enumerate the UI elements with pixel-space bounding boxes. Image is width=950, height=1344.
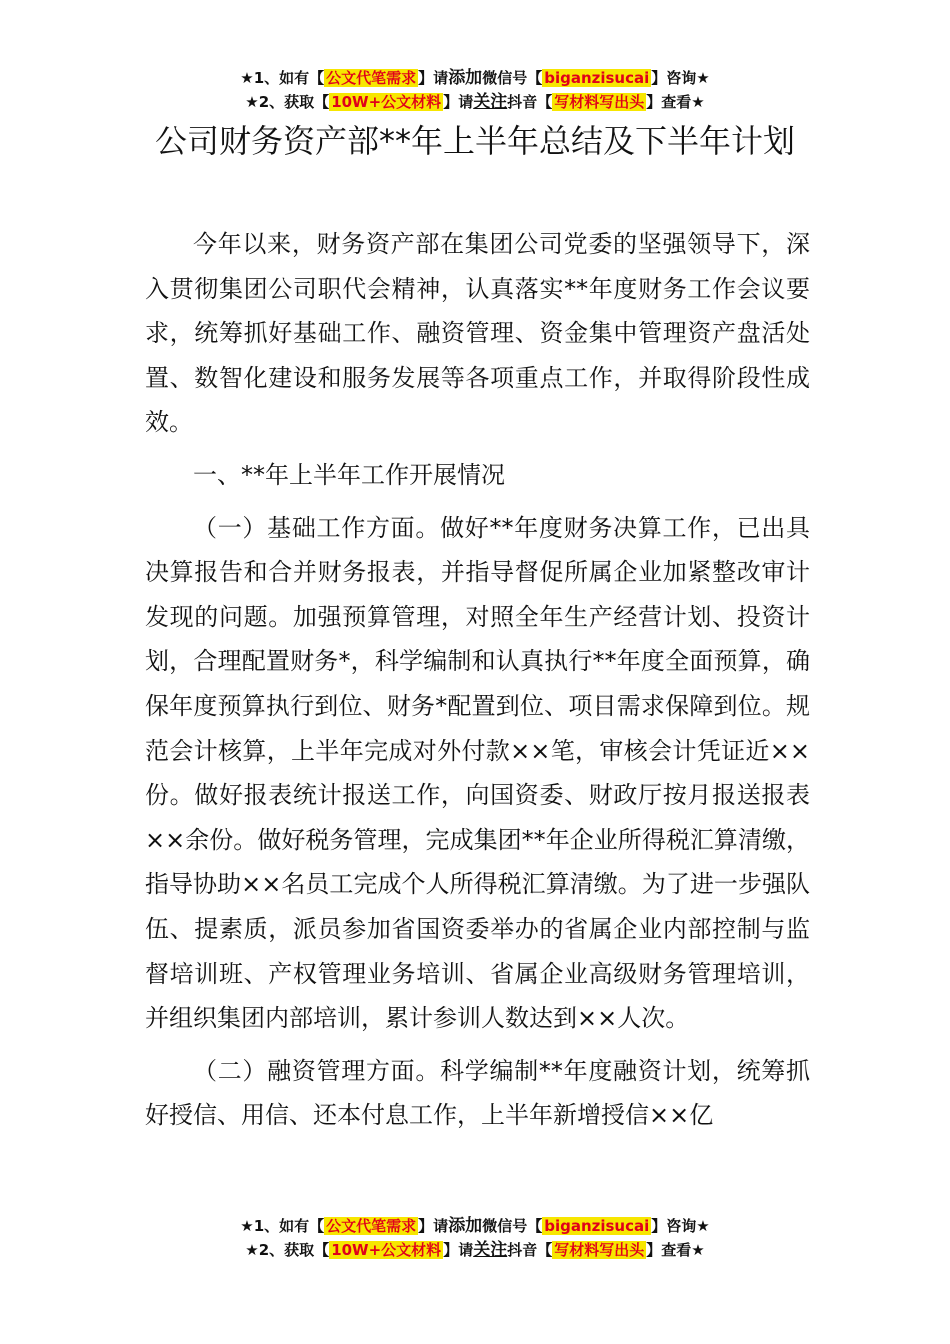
- document-body: [145, 222, 810, 1146]
- paragraph-basic-work: （一）基础工作方面。做好**年度财务决算工作，已出具决算报告和合并财务报表，并指导督促所属企业加紧整改审计发现的问题。加强预算管理，对照全年生产经营计划、投资计划，合理配置财务*，科学编制和认真执行**年度全面预算，确保年度预算执行到位、财务*配置到位、项目需求保障到位。规范会计核算，上半年完成对外付款××笔，审核会计凭证近××份。做好报表统计报送工作，向国资委、财政厅按月报送报表××余份。做好税务管理，完成集团**年企业所得税汇算清缴，指导协助××名员工完成个人所得税汇算清缴。为了进一步强队伍、提素质，派员参加省国资委举办的省属企业内部控制与监督培训班、产权管理业务培训、省属企业高级财务管理培训，并组织集团内部培训，累计参训人数达到××人次。: [145, 513, 810, 1033]
- banner-highlight: 公文代笔需求: [326, 69, 417, 87]
- banner-line-2: [0, 1238, 950, 1262]
- banner-emphasis: 关注: [473, 1240, 508, 1260]
- banner-text: 】请: [443, 93, 474, 111]
- banner-text: ★2、获取【: [245, 1241, 330, 1259]
- banner-text: ★1、如有【: [240, 1217, 325, 1235]
- header-banner: [0, 66, 950, 114]
- banner-emphasis: 关注: [473, 92, 508, 112]
- banner-douyin-id: 写材料写出头: [554, 1241, 645, 1259]
- banner-text: 】咨询★: [651, 69, 710, 87]
- banner-text: 】请: [443, 1241, 474, 1259]
- banner-line-2: [0, 90, 950, 114]
- banner-text: 】咨询★: [651, 1217, 710, 1235]
- document-title: 公司财务资产部**年上半年总结及下半年计划: [154, 122, 795, 160]
- banner-line-1: [0, 1214, 950, 1238]
- banner-text: 】查看★: [646, 93, 705, 111]
- banner-emphasis: 添加: [448, 68, 483, 88]
- footer-banner: [0, 1214, 950, 1262]
- banner-highlight: 10W+公文材料: [331, 1241, 442, 1259]
- banner-wechat-id: biganzisucai: [544, 1217, 650, 1235]
- banner-emphasis: 添加: [448, 1216, 483, 1236]
- banner-text: 】查看★: [646, 1241, 705, 1259]
- banner-text: 抖音【: [507, 1241, 553, 1259]
- banner-text: 微信号【: [482, 69, 543, 87]
- paragraph-intro: 今年以来，财务资产部在集团公司党委的坚强领导下，深入贯彻集团公司职代会精神，认真落实**年度财务工作会议要求，统筹抓好基础工作、融资管理、资金集中管理资产盘活处置、数智化建设和服务发展等各项重点工作，并取得阶段性成效。: [145, 230, 810, 437]
- paragraph-financing: （二）融资管理方面。科学编制**年度融资计划，统筹抓好授信、用信、还本付息工作，上半年新增授信××亿: [145, 1056, 810, 1130]
- banner-highlight: 公文代笔需求: [326, 1217, 417, 1235]
- section-heading: 一、**年上半年工作开展情况: [193, 460, 505, 489]
- banner-text: 】请: [418, 1217, 449, 1235]
- banner-text: ★2、获取【: [245, 93, 330, 111]
- banner-text: ★1、如有【: [240, 69, 325, 87]
- banner-text: 微信号【: [482, 1217, 543, 1235]
- banner-text: 】请: [418, 69, 449, 87]
- banner-douyin-id: 写材料写出头: [554, 93, 645, 111]
- banner-highlight: 10W+公文材料: [331, 93, 442, 111]
- banner-line-1: [0, 66, 950, 90]
- banner-text: 抖音【: [507, 93, 553, 111]
- banner-wechat-id: biganzisucai: [544, 69, 650, 87]
